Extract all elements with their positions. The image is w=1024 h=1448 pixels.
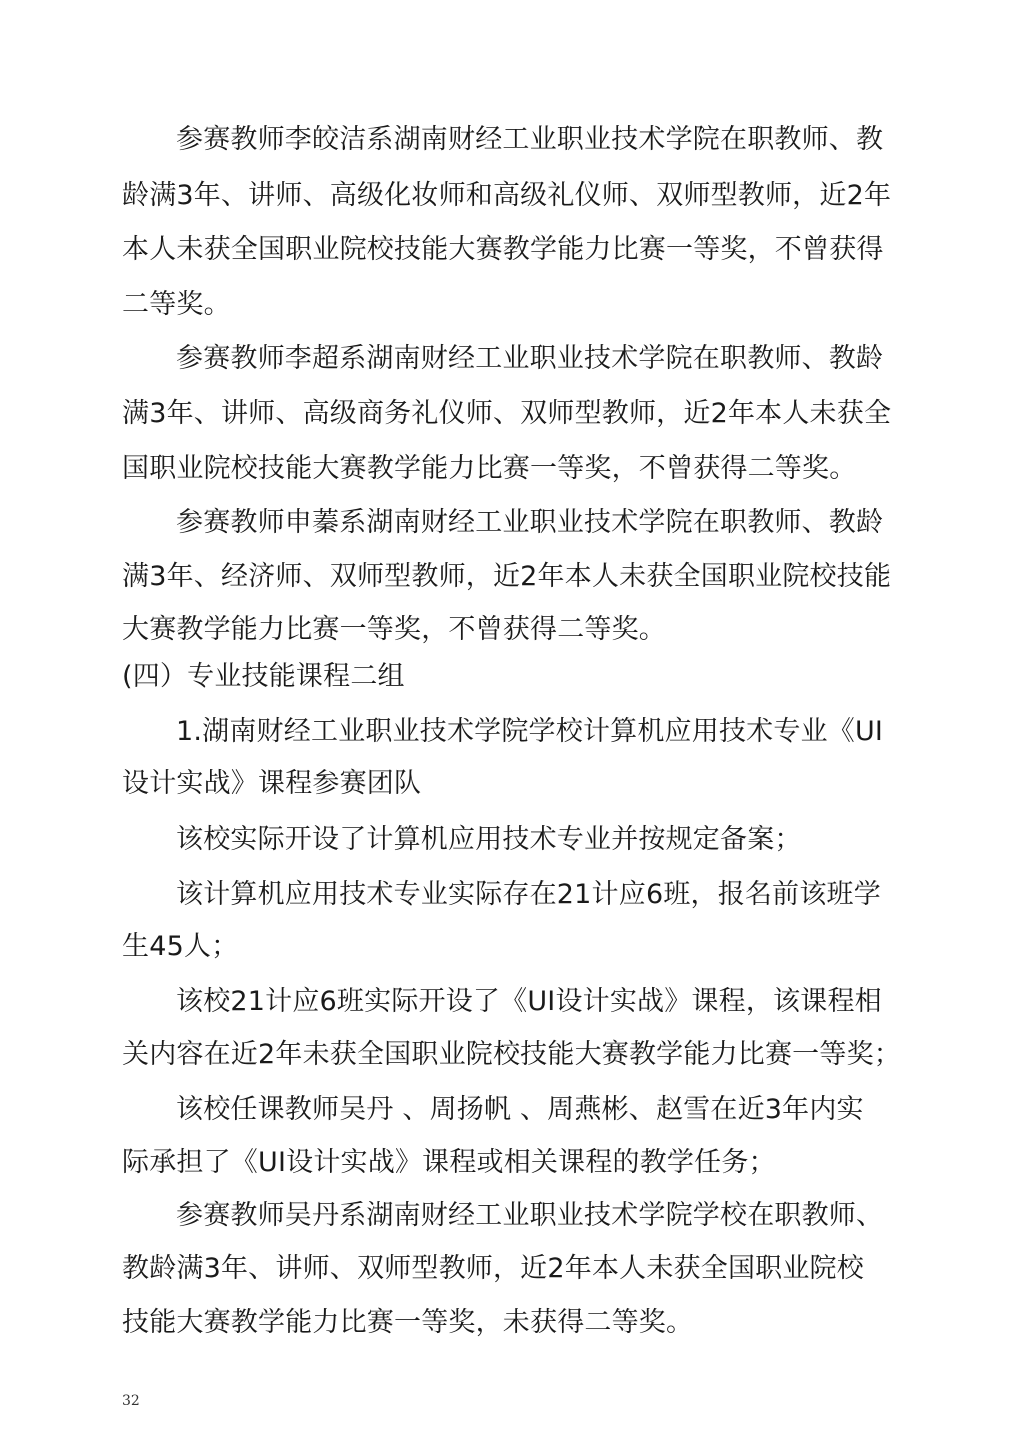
paragraph-line: 参赛教师李皎洁系湖南财经工业职业技术学院在职教师、教 [176,124,884,155]
paragraph-line: 该校21计应6班实际开设了《UI设计实战》课程，该课程相 [176,986,882,1017]
paragraph-line: 该计算机应用技术专业实际存在21计应6班，报名前该班学 [176,879,881,910]
paragraph-line: 生45人； [122,931,239,962]
paragraph-line: 技能大赛教学能力比赛一等奖，未获得二等奖。 [122,1307,694,1338]
section-heading: (四）专业技能课程二组 [122,661,405,692]
paragraph-line: 满3年、经济师、双师型教师，近2年本人未获全国职业院校技能 [122,561,892,592]
paragraph-line: 该校任课教师吴丹 、周扬帆 、周燕彬、赵雪在近3年内实 [176,1094,864,1125]
paragraph-line: 际承担了《UI设计实战》课程或相关课程的教学任务； [122,1147,776,1178]
paragraph-line: 设计实战》课程参赛团队 [122,768,422,799]
paragraph-line: 关内容在近2年未获全国职业院校技能大赛教学能力比赛一等奖； [122,1039,901,1070]
paragraph-line: 参赛教师吴丹系湖南财经工业职业技术学院学校在职教师、 [176,1200,884,1231]
paragraph-line: 本人未获全国职业院校技能大赛教学能力比赛一等奖，不曾获得 [122,234,884,265]
paragraph-line: 教龄满3年、讲师、双师型教师，近2年本人未获全国职业院校 [122,1253,864,1284]
paragraph-line: 1.湖南财经工业职业技术学院学校计算机应用技术专业《UI [176,716,884,747]
paragraph-line: 参赛教师李超系湖南财经工业职业技术学院在职教师、教龄 [176,343,884,374]
paragraph-line: 龄满3年、讲师、高级化妆师和高级礼仪师、双师型教师，近2年 [122,180,892,211]
paragraph-line: 该校实际开设了计算机应用技术专业并按规定备案； [176,824,802,855]
paragraph-line: 满3年、讲师、高级商务礼仪师、双师型教师，近2年本人未获全 [122,398,892,429]
paragraph-line: 参赛教师申蓁系湖南财经工业职业技术学院在职教师、教龄 [176,507,884,538]
paragraph-line: 国职业院校技能大赛教学能力比赛一等奖，不曾获得二等奖。 [122,453,857,484]
paragraph-line: 二等奖。 [122,289,231,320]
page-number: 32 [122,1393,140,1409]
paragraph-line: 大赛教学能力比赛一等奖，不曾获得二等奖。 [122,614,666,645]
